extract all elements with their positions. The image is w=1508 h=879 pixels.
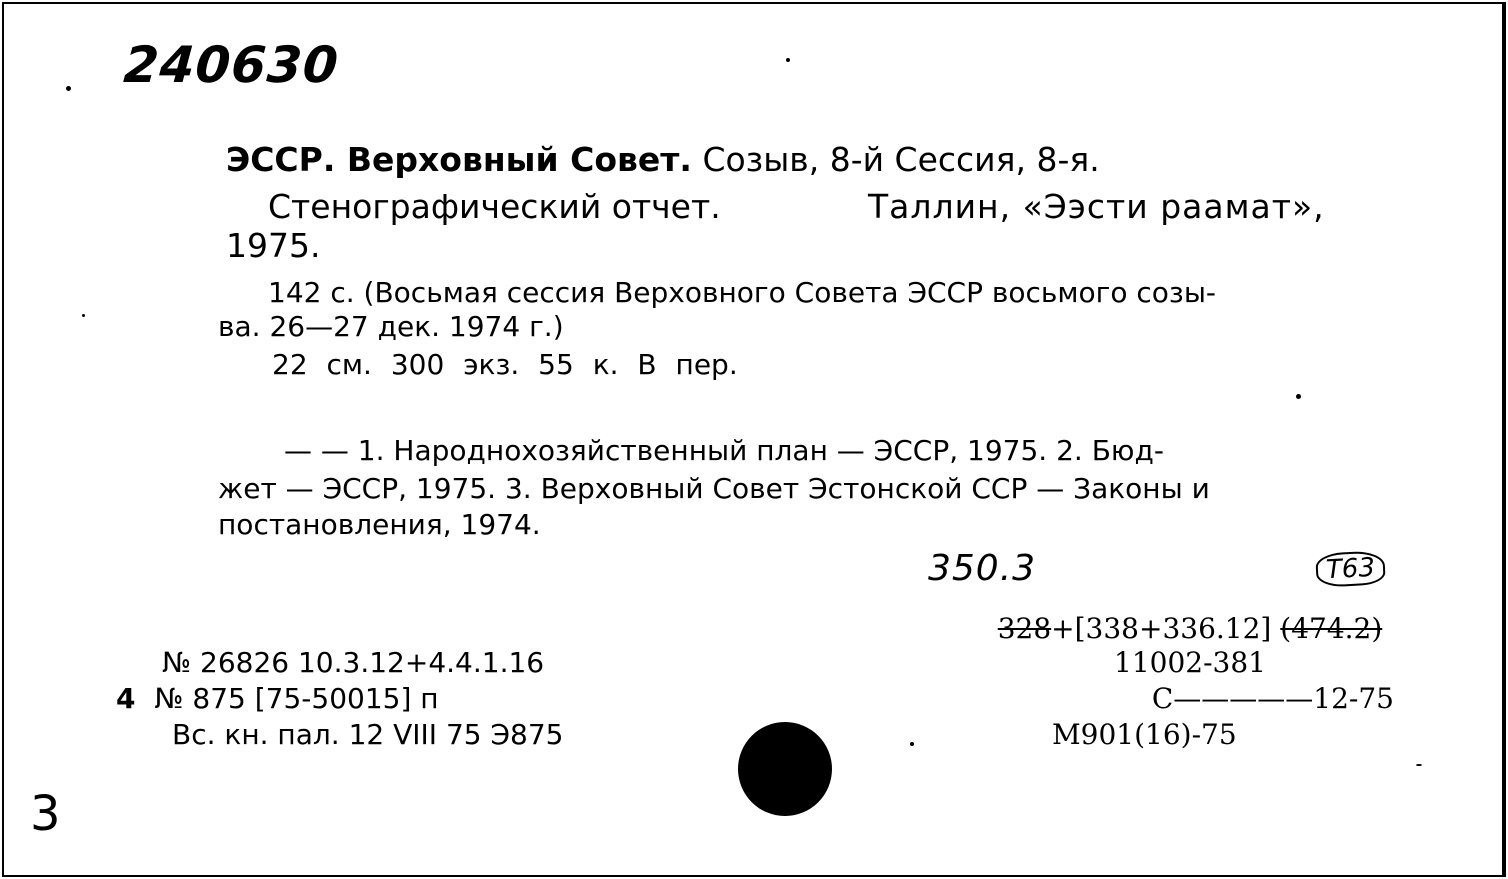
speck [1416,764,1422,766]
footer-line-2-text: № 875 [75-50015] п [154,682,439,715]
subjects-line-3: постановления, 1974. [218,508,541,541]
entry-imprint: Таллин, «Ээсти раамат», [868,187,1325,226]
entry-collation-1: 142 с. (Восьмая сессия Верховного Совета ЭССР восьмого созы- [268,276,1217,309]
code-1: 11002-381 [1114,646,1266,679]
subjects-line-2: жет — ЭССР, 1975. 3. Верховный Совет Эстонской ССР — Законы и [218,472,1210,505]
corner-number: 3 [30,786,61,842]
handwritten-t-mark: T63 [1315,550,1386,588]
code-3: М901(16)-75 [1052,718,1237,751]
speck [82,314,85,317]
footer-line-1: № 26826 10.3.12+4.4.1.16 [162,646,545,679]
footer-line-2-prefix: 4 [116,682,136,715]
footer-line-2 [116,682,439,716]
udc-paren: (474.2) [1280,612,1383,645]
speck [786,58,790,62]
entry-collation-2: ва. 26—27 дек. 1974 г.) [218,310,564,343]
speck [910,742,914,746]
entry-physical: 22 см. 300 экз. 55 к. В пер. [272,348,738,381]
speck [1296,394,1301,399]
punch-hole [738,722,832,816]
udc-main: +[338+336.12] [1051,612,1272,645]
speck [66,86,71,91]
footer-line-3: Вс. кн. пал. 12 VIII 75 Э875 [172,718,564,751]
udc-struck: 328 [997,612,1052,645]
subjects-line-1: — — 1. Народнохозяйственный план — ЭССР, 1975. 2. Бюд- [284,434,1164,467]
code-2: С—————12-75 [1151,682,1394,715]
udc-line [980,612,1400,646]
entry-year: 1975. [226,226,321,265]
entry-title: Стенографический отчет. [268,187,721,226]
handwritten-class-mark: 350.3 [928,548,1037,589]
entry-heading-bold: ЭССР. Верховный Совет. [226,140,692,179]
entry-heading [226,140,1100,180]
inventory-number: 240630 [121,36,341,94]
entry-heading-rest: Созыв, 8-й Сессия, 8-я. [702,140,1100,179]
